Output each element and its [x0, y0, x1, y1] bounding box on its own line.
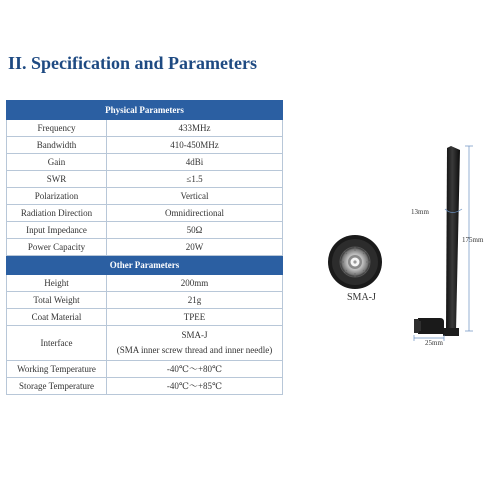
param-label: Total Weight [7, 292, 107, 309]
param-label: Working Temperature [7, 361, 107, 378]
antenna-icon [414, 146, 460, 336]
param-label: Coat Material [7, 309, 107, 326]
other-parameters-header: Other Parameters [7, 256, 283, 275]
param-value: Vertical [107, 188, 283, 205]
connector-label: SMA-J [347, 292, 376, 303]
param-value: 20W [107, 239, 283, 256]
param-value: TPEE [107, 309, 283, 326]
param-label: Radiation Direction [7, 205, 107, 222]
param-label: Interface [7, 326, 107, 361]
param-value: 4dBi [107, 154, 283, 171]
param-value: 50Ω [107, 222, 283, 239]
param-label: Frequency [7, 120, 107, 137]
param-value: 200mm [107, 275, 283, 292]
param-label: Input Impedance [7, 222, 107, 239]
dim-diameter-label: 13mm [411, 208, 429, 216]
interface-value-line1: SMA-J [181, 330, 208, 340]
param-label: Storage Temperature [7, 378, 107, 395]
param-label: Height [7, 275, 107, 292]
param-value: Omnidirectional [107, 205, 283, 222]
param-value: -40℃～+80℃ [107, 361, 283, 378]
param-label: Power Capacity [7, 239, 107, 256]
interface-value-line2: (SMA inner screw thread and inner needle) [116, 345, 273, 355]
param-value: 433MHz [107, 120, 283, 137]
param-value: 410-450MHz [107, 137, 283, 154]
param-label: Polarization [7, 188, 107, 205]
dim-height-label: 175mm [462, 236, 484, 244]
physical-parameters-header: Physical Parameters [7, 101, 283, 120]
param-label: SWR [7, 171, 107, 188]
param-value: -40℃～+85℃ [107, 378, 283, 395]
dim-base-label: 25mm [425, 339, 443, 347]
connector-closeup-icon [328, 235, 382, 289]
param-label: Bandwidth [7, 137, 107, 154]
param-value: ≤1.5 [107, 171, 283, 188]
param-value: 21g [107, 292, 283, 309]
param-label: Gain [7, 154, 107, 171]
section-heading: II. Specification and Parameters [8, 53, 257, 73]
